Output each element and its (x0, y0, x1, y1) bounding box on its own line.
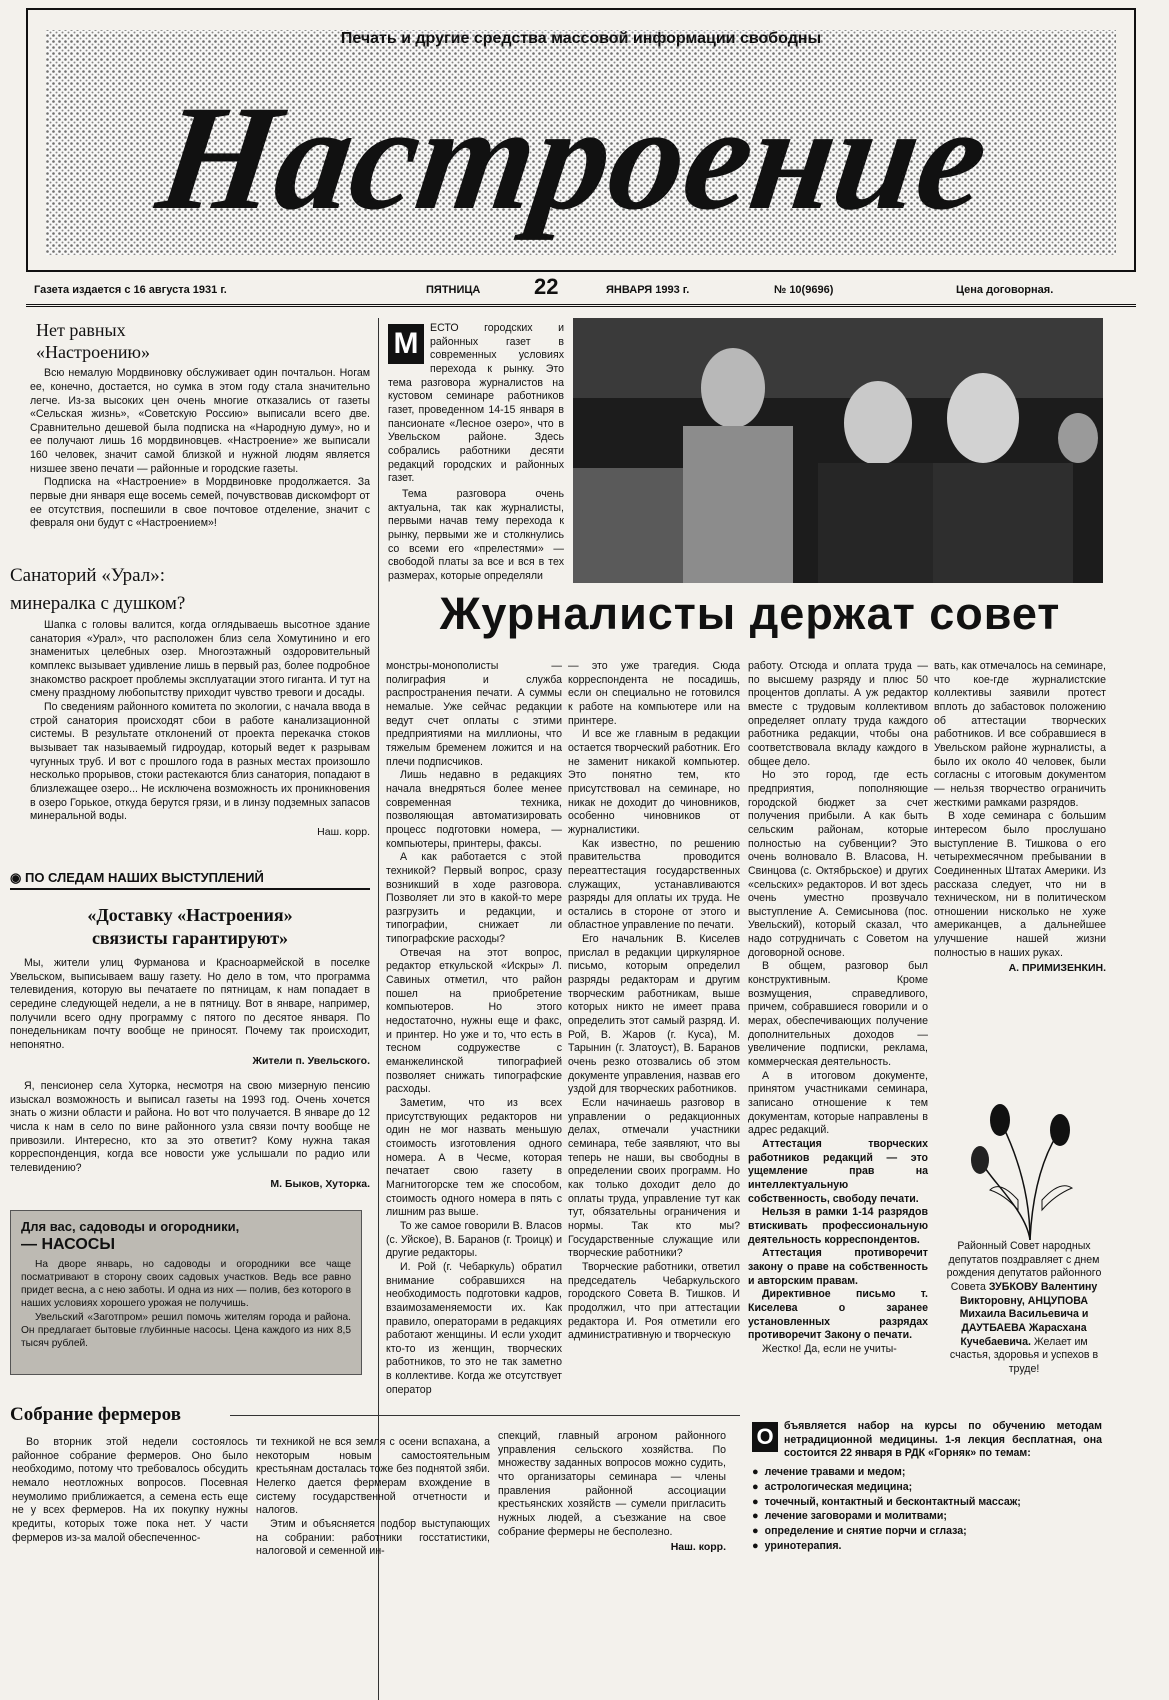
slogan: Печать и другие средства массовой информации свободны (340, 30, 822, 47)
signature: М. Быков, Хуторка. (270, 1177, 370, 1190)
item-sanatorium-body: Шапка с головы валится, когда оглядываешь высотное здание санатория «Урал», что расположен близ села Хомутинино и его знаменитых целебных озер. Многоэтажный оздоровительный комплекс вызывает удивление лишь в первый раз, более подробное знакомство раскроет проблемы эксплуатации этого гиганта. И тут на смену праздному любопытству приходит чувство тревоги и досады. По сведениям районного комитета по экологии, с начала ввода в строй санатория происходят сбои в работе канализационной системы. В результате отклонений от проекта перекачка стоков вызывает так называемый гидроудар, который ведет к разрывам чугунных труб. И вот с прошлого года в разных местах произошло несколько прорывов, стоки растекаются близ санатория, попадают в близлежащее озеро... Не исключена возможность их проникновения в озеро Горькое, откуда берутся грязи, и в линзу подземных запасов минеральной воды. Наш. корр. (30, 619, 370, 838)
dropcap: О (752, 1422, 778, 1452)
farmers-col-3: спекций, главный агроном районного управления сельского хозяйства. По множеству заданных вопросов можно судить, что организаторы семинара — члены правления районной ассоциации крестьянских хозяйств — сумели пригласить нужных людей, а съезжание на свое собрание фермеры не бесполезно. Наш. корр. (498, 1430, 726, 1554)
list-item: ● уринотерапия. (752, 1539, 1102, 1554)
farmers-title: Собрание фермеров (10, 1404, 181, 1425)
flower-illustration (960, 1090, 1100, 1240)
gardeners-box (10, 1210, 362, 1375)
article-col-2: — это уже трагедия. Сюда корреспондента не посадишь, если он специально не готовился к работе на компьютере или на принтере. И все же главным в редакции остается творческий работник. Его не заменит никакой компьютер. Это понятно тем, кто присутствовал на семинаре, но никак не доходит до чиновников, особенно чиновников от журналистики. Как известно, по решению правительства проводится переаттестация государственных служащих, устанавливаются разряды для оплаты их труда. Не остались в стороне от этого и областное управление по печати. Его начальник В. Киселев прислал в редакции циркулярное письмо, которым определил разряды редакторам и другим творческим работникам, выше которых никто не имеет права определить этот самый разряд. И. Рой, В. Жаров (г. Куса), М. Тарынин (г. Златоуст), В. Баранов очень резко отозвались об этом документе управления, назвав его уздой для творческих работников. Если начинаешь разговор в управлении о редакционных делах, отмечали участники семинара, тебе заявляют, что вы теперь не наши, вы свободны в определении своих программ. Но как только доходит дело до оплаты труда, управление тут как тут, обязательны ограничения и нормы. Так кто мы? Государственные служащие или творческие работники? Творческие работники, ответил председатель Чебаркульского городского Совета В. Тишков. И продолжил, что при аттестации редактора И. Роя отметили его административную и творческую (568, 660, 740, 1342)
item-sanatorium-title: Санаторий «Урал»: минералка с душком? (10, 565, 186, 614)
item-no-equals-title: Нет равных «Настроению» (36, 320, 150, 362)
newspaper-logo (28, 10, 1134, 270)
month-year: ЯНВАРЯ 1993 г. (606, 284, 690, 296)
article-col-3: работу. Отсюда и оплата труда — по высшему разряду и плюс 50 процентов доплаты. А уж редактор вместе с трудовым коллективом определяет оплату труда каждого работника редакции, чтобы она соответствовала вкладу каждого в общее дело. Но это город, где есть предприятия, пополняющие городской бюджет за счет получения прибыли. А как быть сельским районам, которые полностью на субвенции? Это очень волновало В. Власова, Н. Свинцова (с. Октябрьское) и других «сельских» редакторов. И вот здесь очень уместно прозвучало выступление А. Семисынова (пос. Увельский), который сказал, что надо сотрудничать с Советом на договорной основе. В общем, разговор был конструктивным. Кроме возмущения, справедливого, причем, собравшиеся говорили и о мерах, обеспечивающих получение дополнительных доходов — увеличение подписки, реклама, коммерческая деятельность. А в итоговом документе, принятом участниками семинара, записано отношение к тем документам, которые направлены в адрес редакций. Аттестация творческих работников редакций — это ущемление прав на интеллектуальную собственность, свободу печати. Нельзя в рамки 1-14 разрядов втискивать профессиональную деятельность корреспондентов. Аттестация противоречит закону о праве на собственность и авторским правам. Директивное письмо т. Киселева о заранее установленных разрядах противоречит Закону о печати. Жестко! Да, если не учиты- (748, 660, 928, 1355)
letter-1: Мы, жители улиц Фурманова и Красноармейской в поселке Увельском, выписываем вашу газету. Но дело в том, что программа телевидения, которую вы печатаете по пятницам, к нам попадает в середине следующей недели, а не в пятницу. Вот в январе, например, получили всего одну программу с пятого по десятое января. По понедельникам почту вообще не приносят. Почему так происходит, непонятно. Жители п. Увельского. (10, 957, 370, 1067)
founding-date: Газета издается с 16 августа 1931 г. (34, 284, 227, 296)
logo-wordmark: Настроение (149, 74, 998, 241)
farmers-col-1: Во вторник этой недели состоялось районное собрание фермеров. Оно было необходимо, потому что требовалось обсудить немало неотложных вопросов. Посевная неумолимо приближается, а семена есть еще не у всех фермеров. На их покупку нужны кредиты, которых тоже пока нет. У части фермеров из-за малой обеспеченнос- (12, 1436, 248, 1544)
topics-list (752, 1465, 1102, 1554)
rubric: ◉ ПО СЛЕДАМ НАШИХ ВЫСТУПЛЕНИЙ (10, 870, 370, 890)
article-col-1: монстры-монополисты — полиграфия и служба распространения печати. А суммы немалые. Уже сейчас редакции ведут счет оплаты с этими предприятиями на миллионы, что тяжелым бременем ложится и на плечи подписчиков. Лишь недавно в редакциях начала внедряться более менее современная техника, позволяющая автоматизировать процесс подготовки номера, — компьютеры, принтеры, факсы. А как работается с этой техникой? Первый вопрос, сразу возникший в ходе разговора. Позволяет ли это в какой-то мере разгрузить и редакции, и типографии, снижает ли типографские расходы? Отвечая на этот вопрос, редактор еткульской «Искры» Л. Савиных отметил, что район пошел на приобретение компьютеров. Но этого недостаточно, нужны еще и факс, и принтер. Но уже и то, что есть в тесном содружестве с еманжелинской типографией позволяет снижать типографские расходы. Заметим, что из всех присутствующих редакторов ни один не мог назвать меньшую стоимость изготовления одного номера. А в Чесме, которая печатает свою газету в Магнитогорске тем же способом, стоимость одного номера в пять с лишним раз выше. То же самое говорили В. Власов (с. Уйское), В. Баранов (г. Троицк) и другие редакторы. И. Рой (г. Чебаркуль) обратил внимание собравшихся на необходимость подготовки кадров, взаимозаменяемости их. Как правило, операторами в редакциях работают женщины. И если уходит кто-то из женщин, творческих работников, то это не так заметно в коллективе. Когда же отсутствует оператор (386, 660, 562, 1396)
list-item: ● точечный, контактный и бесконтактный массаж; (752, 1495, 1102, 1510)
list-item: ● астрологическая медицина; (752, 1480, 1102, 1495)
item-no-equals-body: Всю немалую Мордвиновку обслуживает один почтальон. Ногам ее, конечно, достается, но сумка в этом году стала значительно легче. Из-за высоких цен очень многие отказались от газеты «Сельская жизнь», «Советскую Россию» выписали всего две. Сравнительно дешевой была подписка на «Народную думу», но и ее получают лишь 16 мордвиновцев. «Настроение» же выписали 160 человек, значит самой близкой и нужной людям является низшее звено печати — районные и городские газеты. Подписка на «Настроение» в Мордвиновке продолжается. За первые дни января еще восемь семей, почувствовав дискомфорт от ее отсутствия, поспешили в свое почтовое отделение, значит с февраля они будут с «Настроением»! (30, 367, 370, 530)
dateline (26, 274, 1136, 307)
signature: Наш. корр. (317, 825, 370, 838)
gardeners-body: На дворе январь, но садоводы и огородники все чаще посматривают в сторону своих садовых участков. Ведь все равно придет весна, а с нею заботы. И одна из них — полив, без которого в наших условиях хорошего урожая не получишь. Увельский «Заготпром» решил помочь жителям города и района. Он предлагает бытовые глубинные насосы. Цена каждого из них 8,5 тысяч рублей. (21, 1259, 351, 1349)
signature: Наш. корр. (670, 1541, 726, 1554)
letter-2: Я, пенсионер села Хуторка, несмотря на свою мизерную пенсию изыскал возможность и выписал газеты на 1993 год. Очень хочется знать о жизни области и района. Но вот что получается. В январе до 12 числа к нам в село по вине районного узла связи почту вообще не привозили. Интересно, кто за это ответит? Кому нужна такая корреспонденция, когда все новости уже услышали по радио или телевидению? М. Быков, Хуторка. (10, 1080, 370, 1190)
lead-text: М ЕСТО городских и районных газет в современных условиях перехода к рынку. Это тема разговора журналистов на кустовом семинаре работников газет, проведенном 14-15 января в пансионате «Лесное озеро», что в Увельском районе. Здесь собрались работники десяти редакций городских и районных газет. Тема разговора очень актуальна, так как журналисты, первыми начав тему перехода к рынку, первыми же и столкнулись со всеми его «прелестями» — свободой платы за все и вся в тех размерах, которые определяли (388, 322, 564, 582)
congratulations: Районный Совет народных депутатов поздравляет с днем рождения депутатов районного Совета ЗУБКОВУ Валентину Викторовну, АНЦУПОВА Михаила Васильевича и ДАУТБАЕВА Жарасхана Кучебаевича. Желает им счастья, здоровья и успехов в труде! (946, 1240, 1102, 1375)
courses-announcement: О бъявляется набор на курсы по обучению методам нетрадиционной медицины. 1-я лекция бесплатная, она состоится 22 января в РДК «Горняк» по темам: ● лечение травами и медом; ● астрологическая медицина; ● точечный, контактный и бесконтактный массаж; ● лечение заговорами и молитвами; ● определение и снятие порчи и сглаза; ● уринотерапия. (752, 1420, 1102, 1554)
list-item: ● лечение травами и медом; (752, 1465, 1102, 1480)
rule (230, 1415, 740, 1416)
seminar-photo (573, 318, 1103, 583)
masthead (26, 8, 1136, 272)
signature: Жители п. Увельского. (252, 1054, 370, 1067)
day-number: 22 (534, 274, 559, 299)
item-sanatorium (10, 562, 370, 839)
list-item: ● лечение заговорами и молитвами; (752, 1509, 1102, 1524)
issue-number: № 10(9696) (774, 284, 834, 296)
weekday: ПЯТНИЦА (426, 284, 481, 296)
list-item: ● определение и снятие порчи и сглаза; (752, 1524, 1102, 1539)
item-no-equals (30, 320, 370, 531)
followup-section (10, 870, 370, 1191)
bullet-icon: ◉ (10, 870, 25, 885)
farmers-col-2: ти техникой не вся земля с осени вспахана, а некоторым новым самостоятельным крестьянам досталась тоже без поднятой зяби. Нелегко дается фермерам вхождение в систему государственной отчетности и налогов. Этим и объясняется подбор выступающих на собрании: работники госстатистики, налоговой и семенной ин- (256, 1436, 490, 1558)
followup-title: «Доставку «Настроения» связисты гарантируют» (87, 905, 293, 948)
main-headline: Журналисты держат совет (439, 588, 1061, 639)
dropcap: М (388, 324, 424, 364)
article-col-4: вать, как отмечалось на семинаре, что кое-где журналистские коллективы заявили протест вплоть до забастовок положению об аттестации творческих работников. И все собравшиеся в Увельском районе журналисты, а было их около 40 человек, были согласны с итоговым документом — нельзя творчество ограничить жесткими рамками разрядов. В ходе семинара с большим интересом было прослушано выступление В. Тишкова о его четырехмесячном пребывании в Соединенных Штатах Америки. Из рассказа следует, что ни в техническом, ни в политическом отношении нисколько не хуже американцев, а дальнейшее улучшение нашей жизни полностью в наших руках. А. ПРИМИЗЕНКИН. (934, 660, 1107, 975)
gardeners-kicker: Для вас, садоводы и огородники, (21, 1219, 240, 1234)
price: Цена договорная. (956, 284, 1054, 296)
gardeners-title: — НАСОСЫ (21, 1236, 115, 1253)
signature: А. ПРИМИЗЕНКИН. (1008, 962, 1106, 975)
